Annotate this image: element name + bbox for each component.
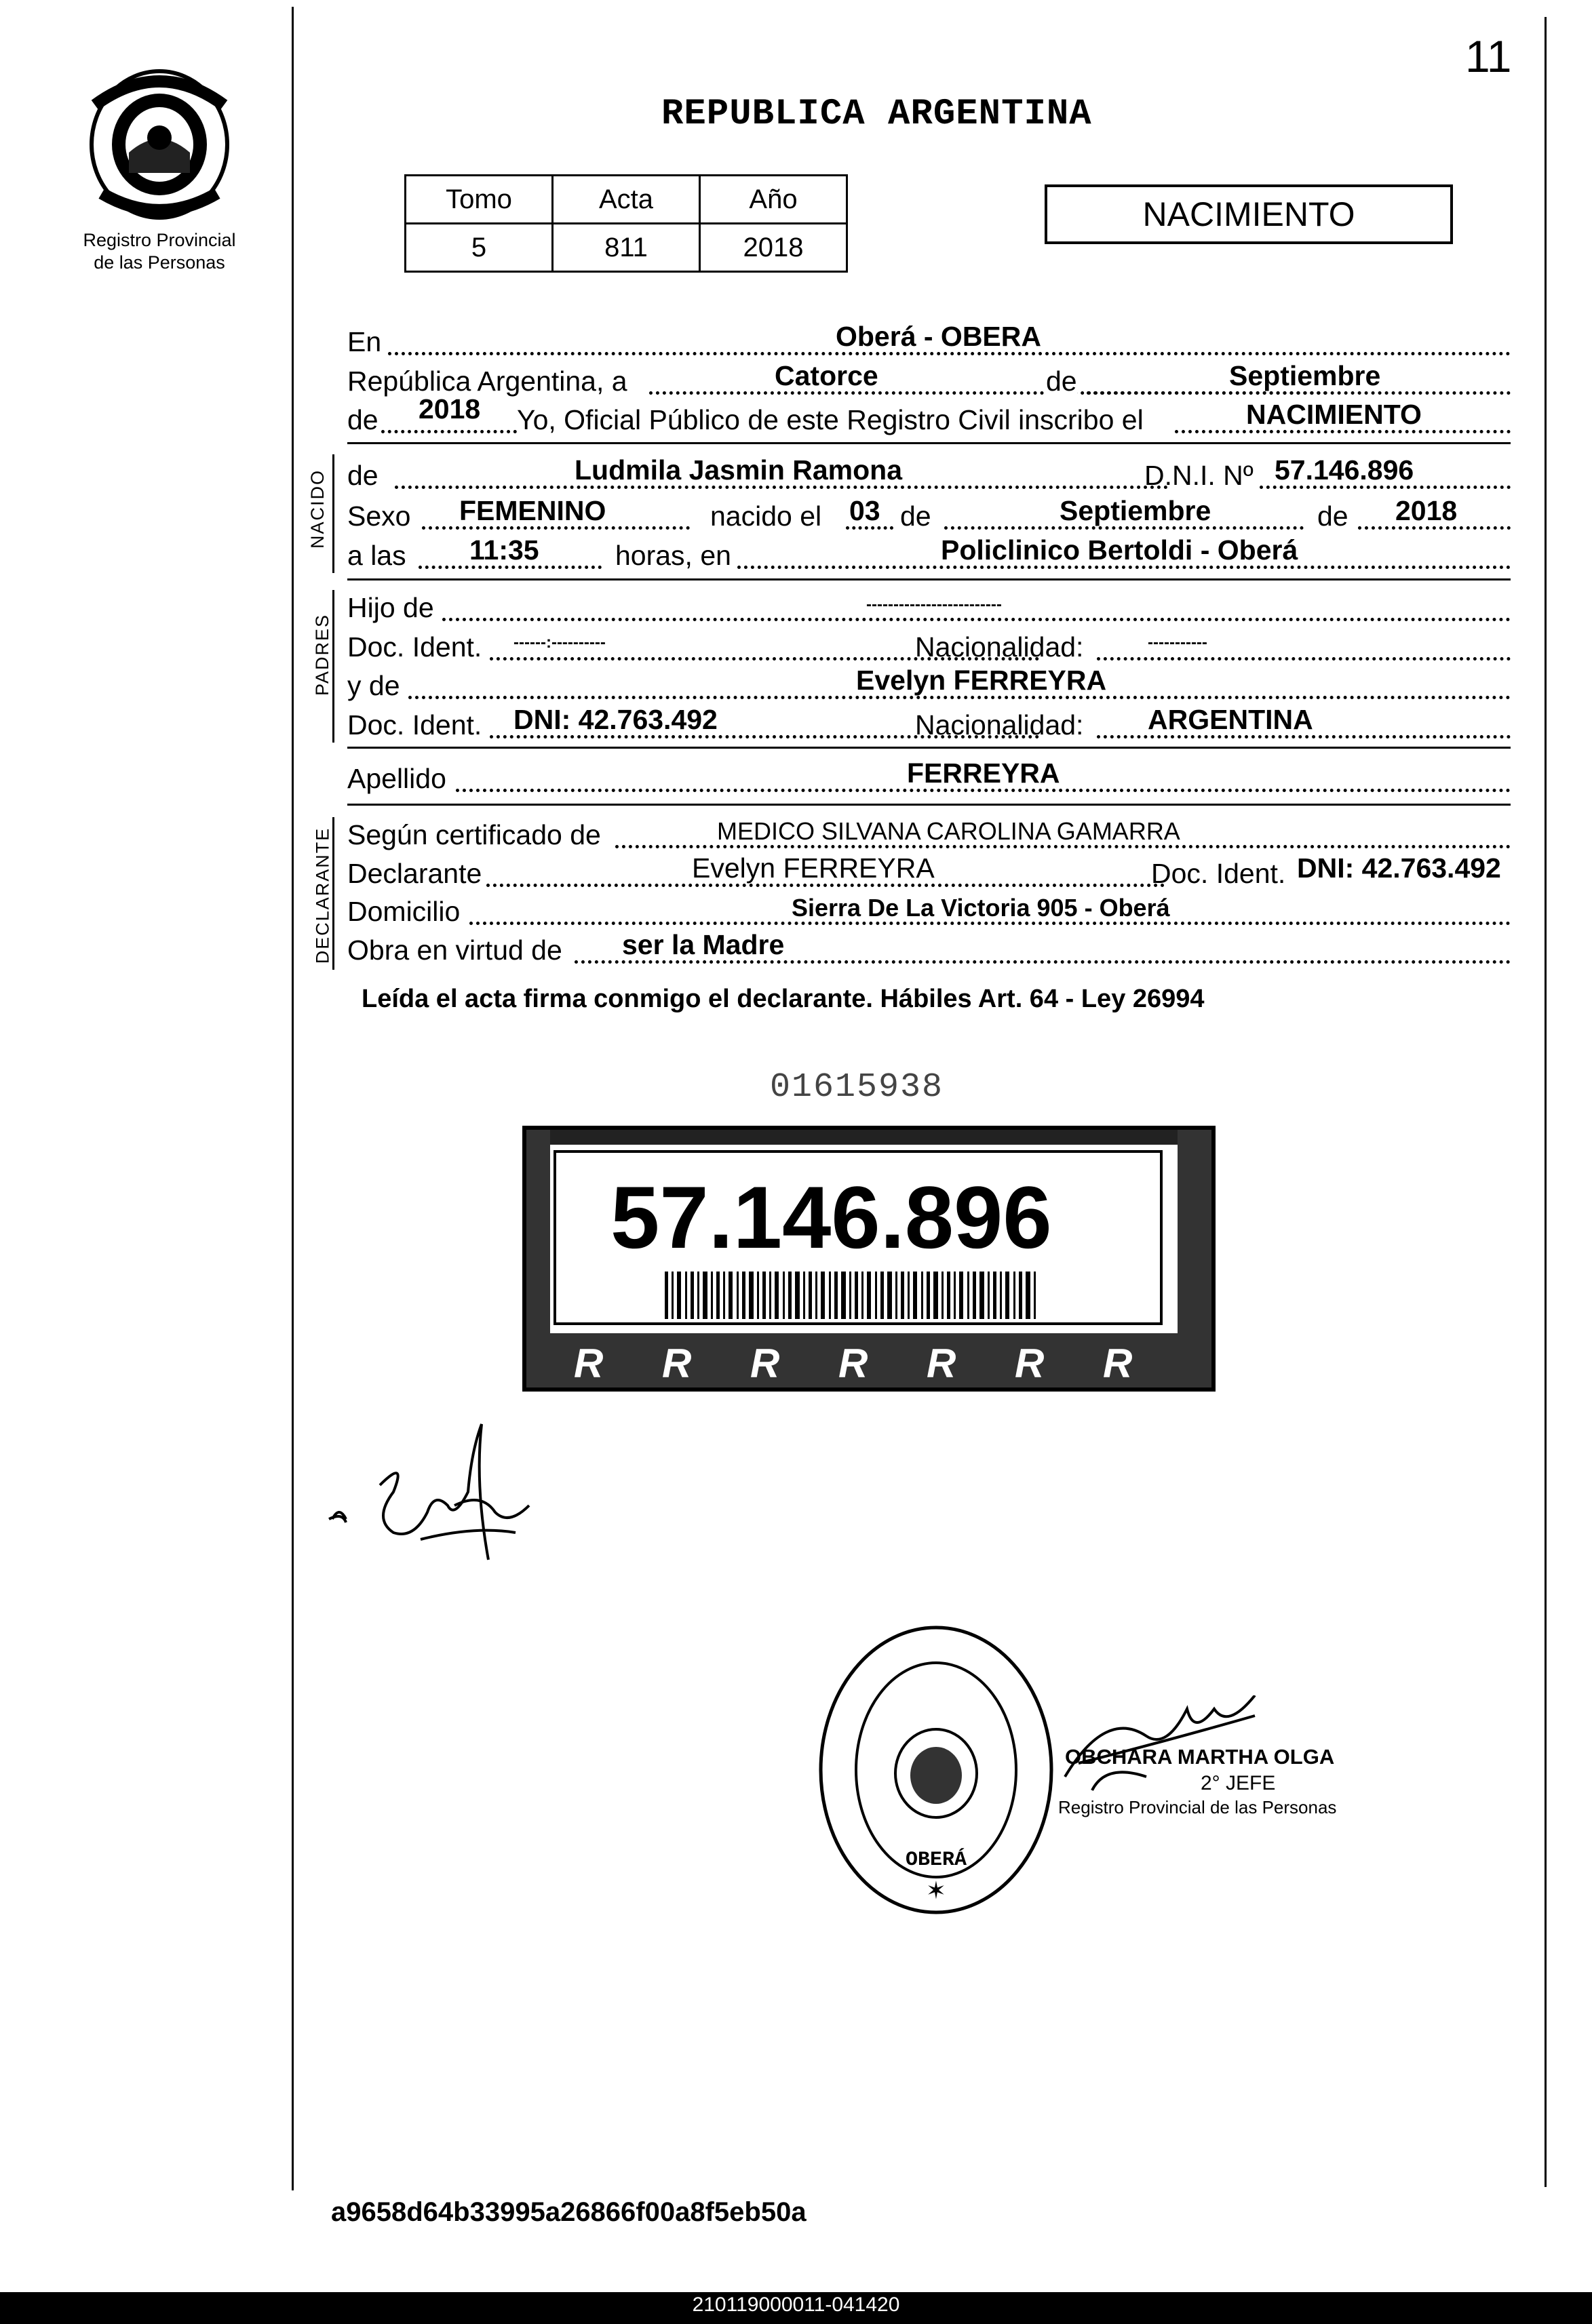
padres-side-label: PADRES: [312, 613, 333, 696]
row-obra: [347, 929, 1511, 969]
serial-number: 01615938: [770, 1068, 944, 1107]
row-declarante: [347, 852, 1511, 892]
act-type-box: NACIMIENTO: [1045, 184, 1453, 244]
row-nacido-time: [347, 534, 1511, 574]
register-table: [404, 174, 848, 273]
row-nacido-name: [347, 454, 1511, 494]
obra-label: Obra en virtud de: [347, 934, 562, 966]
certificado-label: Según certificado de: [347, 819, 601, 850]
dni-inner-panel: [554, 1150, 1163, 1325]
dni-number-large: 57.146.896: [610, 1168, 1052, 1267]
page-number: 11: [1465, 31, 1512, 81]
row-en: [347, 321, 1511, 361]
mother-doc: DNI: 42.763.492: [513, 704, 718, 735]
row-mother-doc: [347, 704, 1511, 744]
document-title: REPUBLICA ARGENTINA: [661, 94, 1092, 135]
register-header-row: [406, 176, 847, 224]
dotted-line: [442, 618, 1511, 621]
en-label: En: [347, 326, 382, 357]
dotted-line: [381, 430, 517, 433]
provincial-crest-logo: [81, 64, 237, 220]
officer-text: Yo, Oficial Público de este Registro Civil inscribo el: [517, 404, 1144, 435]
separator-line: [347, 747, 1511, 749]
row-father: [347, 590, 1511, 627]
svg-text:R: R: [838, 1341, 868, 1386]
de-label: de: [347, 460, 378, 491]
logo-caption-line-2: de las Personas: [94, 252, 225, 273]
logo-caption: [64, 229, 254, 274]
de-label: de: [1317, 500, 1348, 532]
dotted-line: [1097, 657, 1511, 661]
doc-label: Doc. Ident.: [347, 709, 482, 741]
value-tomo: 5: [406, 224, 553, 272]
horas-label: horas, en: [615, 540, 731, 571]
declarante-side-label: DECLARANTE: [312, 827, 333, 964]
footer-code: 210119000011-041420: [692, 2293, 900, 2316]
de-label: de: [900, 500, 931, 532]
nacionalidad-label: Nacionalidad:: [915, 709, 1084, 741]
mother-nationality: ARGENTINA: [1148, 704, 1313, 735]
apellido-value: FERREYRA: [907, 757, 1060, 789]
document-hash: a9658d64b33995a26866f00a8f5eb50a: [331, 2197, 807, 2227]
yde-label: y de: [347, 670, 400, 701]
mother-name: Evelyn FERREYRA: [856, 665, 1107, 696]
stamp-city: OBERÁ: [905, 1849, 967, 1872]
row-date: [347, 360, 1511, 400]
svg-text:R: R: [750, 1341, 780, 1386]
father-nationality: -----------: [1148, 633, 1207, 652]
barcode: [665, 1272, 1045, 1319]
nacido-side-label: NACIDO: [307, 469, 328, 549]
registrar-name: OBCHARA MARTHA OLGA: [1065, 1745, 1335, 1769]
right-margin-line: [1545, 17, 1547, 2187]
nacionalidad-label: Nacionalidad:: [915, 631, 1084, 663]
act-value: NACIMIENTO: [1246, 399, 1422, 430]
alas-label: a las: [347, 540, 406, 571]
hijo-label: Hijo de: [347, 592, 434, 623]
row-father-doc: [347, 629, 1511, 666]
row-mother: [347, 665, 1511, 705]
separator-line: [347, 442, 1511, 444]
svg-text:R: R: [1103, 1341, 1133, 1386]
row-nacido-sex: [347, 495, 1511, 535]
doc-label: Doc. Ident.: [1151, 858, 1286, 889]
father-doc: ------:----------: [513, 633, 606, 652]
svg-text:✶: ✶: [925, 1876, 947, 1904]
official-stamp: [814, 1621, 1058, 1919]
svg-text:R: R: [574, 1341, 604, 1386]
year-value: 2018: [419, 393, 481, 425]
row-certificado: [347, 817, 1511, 854]
registrar-office: Registro Provincial de las Personas: [1058, 1797, 1337, 1817]
place-value: Oberá - OBERA: [836, 321, 1041, 352]
header-acta: Acta: [553, 176, 700, 224]
svg-text:R: R: [662, 1341, 692, 1386]
month-value: Septiembre: [1229, 360, 1381, 391]
declarante-doc: DNI: 42.763.492: [1297, 852, 1501, 884]
registrar-role: 2° JEFE: [1201, 1772, 1276, 1794]
declarant-signature: [319, 1404, 549, 1573]
certificado-value: MEDICO SILVANA CAROLINA GAMARRA: [717, 817, 1180, 845]
row-domicilio: [347, 894, 1511, 930]
birth-place: Policlinico Bertoldi - Oberá: [941, 534, 1298, 566]
row-apellido: [347, 757, 1511, 797]
apellido-label: Apellido: [347, 763, 446, 794]
row-year: [347, 393, 1511, 439]
birth-day: 03: [849, 495, 880, 526]
obra-value: ser la Madre: [622, 929, 785, 960]
de-label: de: [1046, 366, 1077, 397]
dni-label-sticker: [522, 1126, 1216, 1392]
closing-statement: Leída el acta firma conmigo el declarante. Hábiles Art. 64 - Ley 26994: [362, 985, 1205, 1013]
child-name: Ludmila Jasmin Ramona: [575, 454, 903, 486]
section-bar: [332, 454, 334, 573]
dni-label: D.N.I. Nº: [1144, 460, 1254, 491]
father-name: -------------------------: [866, 595, 1002, 614]
birth-month: Septiembre: [1060, 495, 1211, 526]
birth-year: 2018: [1395, 495, 1458, 526]
sexo-value: FEMENINO: [459, 495, 606, 526]
domicilio-label: Domicilio: [347, 896, 461, 927]
header-tomo: Tomo: [406, 176, 553, 224]
separator-line: [347, 578, 1511, 580]
child-dni: 57.146.896: [1275, 454, 1414, 486]
value-acta: 811: [553, 224, 700, 272]
section-bar: [332, 590, 334, 743]
header-anio: Año: [700, 176, 847, 224]
svg-text:R: R: [1015, 1341, 1045, 1386]
left-margin-line: [292, 7, 294, 2190]
declarante-value: Evelyn FERREYRA: [692, 852, 935, 884]
day-value: Catorce: [775, 360, 878, 391]
section-bar: [332, 817, 334, 970]
de2-label: de: [347, 404, 378, 435]
doc-label: Doc. Ident.: [347, 631, 482, 663]
birth-time: 11:35: [469, 534, 539, 566]
republica-label: República Argentina, a: [347, 366, 627, 397]
sexo-label: Sexo: [347, 500, 411, 532]
register-value-row: [406, 224, 847, 272]
domicilio-value: Sierra De La Victoria 905 - Oberá: [792, 894, 1170, 922]
value-anio: 2018: [700, 224, 847, 272]
logo-caption-line-1: Registro Provincial: [83, 230, 236, 250]
nacido-label: nacido el: [710, 500, 822, 532]
declarante-label: Declarante: [347, 858, 482, 889]
svg-text:R: R: [927, 1341, 956, 1386]
separator-line: [347, 804, 1511, 806]
